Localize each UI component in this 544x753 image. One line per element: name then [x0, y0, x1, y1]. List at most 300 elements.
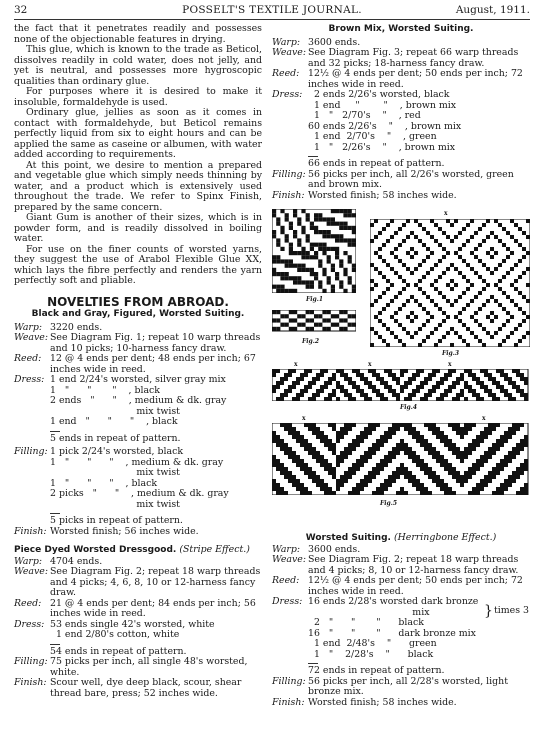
weave-cell [384, 479, 388, 483]
weave-cell [408, 451, 412, 455]
fabric-subtitle: (Herringbone Effect.) [393, 532, 497, 543]
weave-cell [306, 213, 310, 217]
weave-cell [320, 459, 324, 463]
weave-cell [418, 303, 422, 307]
weave-cell [420, 487, 424, 491]
weave-cell [300, 459, 304, 463]
weave-cell [316, 459, 320, 463]
weave-cell [348, 467, 352, 471]
weave-cell [368, 475, 372, 479]
weave-cell [352, 243, 356, 247]
spec-value: See Diagram Fig. 3; repeat 66 warp threads and 32 picks; 18-harness fancy draw. [308, 47, 519, 69]
weave-cell [428, 451, 432, 455]
weave-cell [314, 272, 318, 276]
weave-cell [518, 339, 522, 343]
weave-cell [297, 222, 301, 226]
weave-cell [490, 271, 494, 275]
weave-cell [516, 389, 520, 393]
weave-cell [344, 471, 348, 475]
filling-total: 5 picks in repeat of pattern. [50, 515, 183, 526]
weave-cell [406, 219, 410, 223]
weave-cell [284, 377, 288, 381]
spec-value: 12½ @ 4 ends per dent; 50 ends per inch; 72 inches wide in reed. [308, 68, 523, 90]
weave-cell [284, 475, 288, 479]
weave-cell [500, 487, 504, 491]
weave-cell [310, 280, 314, 284]
weave-cell [516, 423, 520, 427]
weave-cell [472, 467, 476, 471]
weave-cell [392, 475, 396, 479]
weave-cell [460, 451, 464, 455]
weave-cell [448, 423, 452, 427]
weave-cell [344, 475, 348, 479]
weave-cell [434, 239, 438, 243]
weave-cell [296, 483, 300, 487]
weave-cell [440, 459, 444, 463]
weave-cell [440, 435, 444, 439]
weave-cell [394, 271, 398, 275]
weave-cell [293, 310, 297, 314]
weave-cell [468, 373, 472, 377]
weave-cell [498, 263, 502, 267]
weave-cell [450, 279, 454, 283]
weave-cell [272, 435, 276, 439]
weave-cell [412, 389, 416, 393]
weave-cell [382, 339, 386, 343]
weave-cell [476, 487, 480, 491]
weave-cell [272, 431, 276, 435]
weave-cell [340, 373, 344, 377]
weave-cell [292, 435, 296, 439]
weave-cell [426, 311, 430, 315]
weave-cell [335, 209, 339, 213]
weave-cell [370, 239, 374, 243]
weave-cell [400, 467, 404, 471]
weave-cell [308, 397, 312, 401]
weave-cell [512, 427, 516, 431]
weave-cell [448, 389, 452, 393]
weave-cell [480, 487, 484, 491]
weave-cell [289, 226, 293, 230]
weave-cell [388, 451, 392, 455]
spec-weave [272, 48, 530, 69]
weave-cell [404, 451, 408, 455]
weave-cell [296, 397, 300, 401]
weave-cell [414, 267, 418, 271]
weave-cell [348, 243, 352, 247]
dress-line: 1 end 2/24's worsted, silver gray mix [50, 374, 226, 385]
weave-cell [424, 487, 428, 491]
weave-cell [312, 431, 316, 435]
weave-cell [490, 319, 494, 323]
weave-cell [468, 385, 472, 389]
weave-cell [422, 307, 426, 311]
weave-cell [500, 491, 504, 495]
weave-cell [398, 259, 402, 263]
fabric-subtitle: (Stripe Effect.) [179, 544, 250, 555]
weave-cell [416, 439, 420, 443]
weave-cell [420, 435, 424, 439]
weave-cell [312, 471, 316, 475]
weave-cell [276, 217, 280, 221]
weave-cell [448, 369, 452, 373]
weave-cell [404, 397, 408, 401]
weave-cell [458, 247, 462, 251]
weave-cell [396, 447, 400, 451]
weave-cell [308, 369, 312, 373]
weave-cell [318, 217, 322, 221]
weave-cell [300, 377, 304, 381]
weave-cell [296, 431, 300, 435]
weave-cell [472, 377, 476, 381]
weave-cell [293, 230, 297, 234]
weave-cell [430, 331, 434, 335]
weave-cell [500, 483, 504, 487]
weave-cell [293, 327, 297, 331]
page-header [14, 4, 530, 18]
weave-cell [472, 463, 476, 467]
weave-cell [432, 447, 436, 451]
weave-cell [280, 491, 284, 495]
weave-cell [297, 280, 301, 284]
weave-cell [316, 393, 320, 397]
weave-cell [414, 251, 418, 255]
weave-cell [368, 381, 372, 385]
weave-cell [396, 471, 400, 475]
weave-cell [442, 311, 446, 315]
weave-cell [276, 443, 280, 447]
weave-cell [458, 255, 462, 259]
weave-cell [376, 471, 380, 475]
weave-cell [280, 209, 284, 213]
weave-cell [376, 423, 380, 427]
dress-line: 1 end " " , brown mix [308, 99, 457, 111]
weave-cell [452, 471, 456, 475]
weave-cell [343, 318, 347, 322]
weave-cell [324, 369, 328, 373]
weave-cell [322, 310, 326, 314]
weave-cell [320, 463, 324, 467]
weave-cell [520, 389, 524, 393]
weave-cell [510, 331, 514, 335]
weave-cell [316, 431, 320, 435]
weave-cell [288, 451, 292, 455]
weave-cell [402, 343, 406, 347]
weave-cell [502, 275, 506, 279]
weave-cell [368, 479, 372, 483]
weave-cell [386, 279, 390, 283]
weave-cell [496, 423, 500, 427]
weave-cell [430, 219, 434, 223]
weave-cell [293, 289, 297, 293]
weave-cell [352, 381, 356, 385]
weave-cell [272, 230, 276, 234]
weave-cell [316, 475, 320, 479]
weave-cell [300, 491, 304, 495]
weave-cell [352, 463, 356, 467]
weave-cell [400, 385, 404, 389]
weave-cell [416, 487, 420, 491]
weave-cell [510, 267, 514, 271]
weave-cell [444, 491, 448, 495]
weave-cell [322, 289, 326, 293]
weave-cell [396, 393, 400, 397]
weave-cell [316, 451, 320, 455]
weave-cell [488, 427, 492, 431]
weave-cell [452, 451, 456, 455]
weave-cell [372, 373, 376, 377]
weave-cell [376, 463, 380, 467]
weave-cell [444, 467, 448, 471]
weave-cell [328, 381, 332, 385]
weave-cell [301, 230, 305, 234]
weave-cell [360, 389, 364, 393]
weave-cell [352, 423, 356, 427]
weave-cell [356, 467, 360, 471]
weave-cell [343, 268, 347, 272]
weave-cell [504, 455, 508, 459]
weave-cell [500, 463, 504, 467]
weave-cell [316, 373, 320, 377]
weave-cell [276, 483, 280, 487]
weave-cell [464, 397, 468, 401]
weave-cell [276, 243, 280, 247]
weave-cell [432, 385, 436, 389]
weave-cell [420, 463, 424, 467]
weave-cell [502, 307, 506, 311]
weave-cell [436, 427, 440, 431]
spec-key: Weave: [14, 332, 49, 343]
weave-cell [404, 471, 408, 475]
weave-cell [490, 335, 494, 339]
weave-cell [380, 483, 384, 487]
weave-cell [352, 289, 356, 293]
weave-cell [339, 222, 343, 226]
weave-cell [480, 369, 484, 373]
weave-cell [418, 279, 422, 283]
weave-cell [458, 231, 462, 235]
weave-cell [450, 263, 454, 267]
weave-cell [502, 323, 506, 327]
weave-cell [324, 483, 328, 487]
weave-cell [374, 219, 378, 223]
weave-cell [284, 389, 288, 393]
weave-cell [360, 483, 364, 487]
weave-cell [396, 475, 400, 479]
weave-cell [312, 397, 316, 401]
weave-cell [335, 251, 339, 255]
weave-cell [474, 295, 478, 299]
weave-cell [400, 447, 404, 451]
weave-cell [327, 222, 331, 226]
weave-cell [280, 226, 284, 230]
weave-cell [378, 319, 382, 323]
weave-cell [526, 331, 530, 335]
weave-cell [456, 393, 460, 397]
weave-cell [470, 283, 474, 287]
weave-cell [512, 431, 516, 435]
weave-cell [454, 315, 458, 319]
weave-cell [304, 447, 308, 451]
weave-cell [272, 259, 276, 263]
weave-cell [352, 226, 356, 230]
weave-cell [340, 369, 344, 373]
weave-cell [426, 319, 430, 323]
weave-cell [472, 443, 476, 447]
weave-cell [327, 255, 331, 259]
weave-cell [520, 467, 524, 471]
weave-cell [400, 423, 404, 427]
weave-cell [396, 397, 400, 401]
weave-cell [422, 227, 426, 231]
weave-cell [492, 377, 496, 381]
weave-cell [398, 243, 402, 247]
weave-cell [384, 439, 388, 443]
weave-cell [424, 447, 428, 451]
weave-cell [506, 319, 510, 323]
weave-cell [416, 463, 420, 467]
weave-cell [288, 471, 292, 475]
weave-cell [466, 303, 470, 307]
weave-cell [308, 491, 312, 495]
weave-cell [430, 251, 434, 255]
spec-filling [272, 677, 530, 698]
weave-cell [352, 230, 356, 234]
weave-cell [402, 263, 406, 267]
weave-cell [400, 389, 404, 393]
weave-cell [293, 209, 297, 213]
weave-cell [376, 487, 380, 491]
weave-cell [488, 451, 492, 455]
weave-cell [370, 343, 374, 347]
weave-diagram-fig1 [272, 209, 356, 293]
weave-cell [394, 231, 398, 235]
weave-cell [436, 385, 440, 389]
weave-cell [420, 443, 424, 447]
weave-cell [402, 279, 406, 283]
weave-cell [394, 335, 398, 339]
weave-cell [442, 319, 446, 323]
spec-key: Finish: [272, 696, 305, 708]
weave-cell [524, 443, 528, 447]
weave-cell [322, 327, 326, 331]
filling-line: mix twist [50, 467, 180, 478]
weave-cell [348, 209, 352, 213]
weave-cell [506, 231, 510, 235]
weave-cell [372, 369, 376, 373]
weave-cell [394, 319, 398, 323]
weave-cell [422, 291, 426, 295]
weave-cell [444, 439, 448, 443]
weave-cell [480, 431, 484, 435]
weave-cell [324, 443, 328, 447]
weave-cell [310, 222, 314, 226]
weave-cell [512, 471, 516, 475]
weave-cell [328, 487, 332, 491]
weave-cell [476, 467, 480, 471]
weave-cell [492, 423, 496, 427]
weave-cell [410, 311, 414, 315]
weave-cell [412, 455, 416, 459]
weave-cell [464, 471, 468, 475]
weave-cell [520, 443, 524, 447]
weave-cell [464, 423, 468, 427]
weave-cell [514, 223, 518, 227]
weave-cell [500, 385, 504, 389]
weave-cell [498, 343, 502, 347]
weave-cell [388, 483, 392, 487]
dress-line: 2 ends 2/26's worsted, black [308, 89, 450, 100]
weave-cell [300, 373, 304, 377]
weave-cell [408, 455, 412, 459]
weave-cell [500, 435, 504, 439]
weave-cell [520, 393, 524, 397]
weave-cell [472, 393, 476, 397]
weave-cell [400, 463, 404, 467]
weave-cell [428, 467, 432, 471]
weave-cell [438, 243, 442, 247]
weave-cell [318, 230, 322, 234]
weave-cell [340, 389, 344, 393]
spec-finish [272, 191, 530, 202]
weave-cell [380, 381, 384, 385]
weave-cell [496, 439, 500, 443]
weave-cell [512, 475, 516, 479]
weave-cell [272, 487, 276, 491]
weave-cell [368, 447, 372, 451]
weave-cell [508, 431, 512, 435]
spec-key: Reed: [272, 68, 300, 79]
weave-cell [520, 487, 524, 491]
weave-cell [428, 475, 432, 479]
weave-cell [452, 385, 456, 389]
weave-cell [360, 435, 364, 439]
weave-cell [288, 423, 292, 427]
weave-cell [297, 238, 301, 242]
weave-cell [394, 255, 398, 259]
weave-cell [324, 397, 328, 401]
dress-line: 2 ends " " , medium & dk. gray [50, 395, 227, 406]
weave-cell [432, 479, 436, 483]
weave-cell [272, 389, 276, 393]
weave-cell [308, 427, 312, 431]
weave-cell [396, 423, 400, 427]
weave-cell [301, 251, 305, 255]
weave-cell [468, 451, 472, 455]
weave-cell [456, 455, 460, 459]
weave-cell [496, 385, 500, 389]
weave-cell [336, 397, 340, 401]
weave-cell [508, 451, 512, 455]
dress-line: 1 " 2/70's " , red [308, 110, 421, 121]
weave-cell [460, 389, 464, 393]
weave-cell [374, 283, 378, 287]
weave-cell [482, 239, 486, 243]
weave-cell [372, 467, 376, 471]
weave-cell [306, 280, 310, 284]
weave-cell [340, 435, 344, 439]
weave-cell [468, 443, 472, 447]
weave-cell [400, 373, 404, 377]
weave-cell [318, 285, 322, 289]
weave-cell [331, 323, 335, 327]
weave-cell [412, 475, 416, 479]
weave-cell [438, 291, 442, 295]
repeat-mark: x [448, 361, 452, 368]
section-title: NOVELTIES FROM ABROAD. [47, 294, 229, 309]
weave-cell [442, 271, 446, 275]
weave-cell [320, 455, 324, 459]
